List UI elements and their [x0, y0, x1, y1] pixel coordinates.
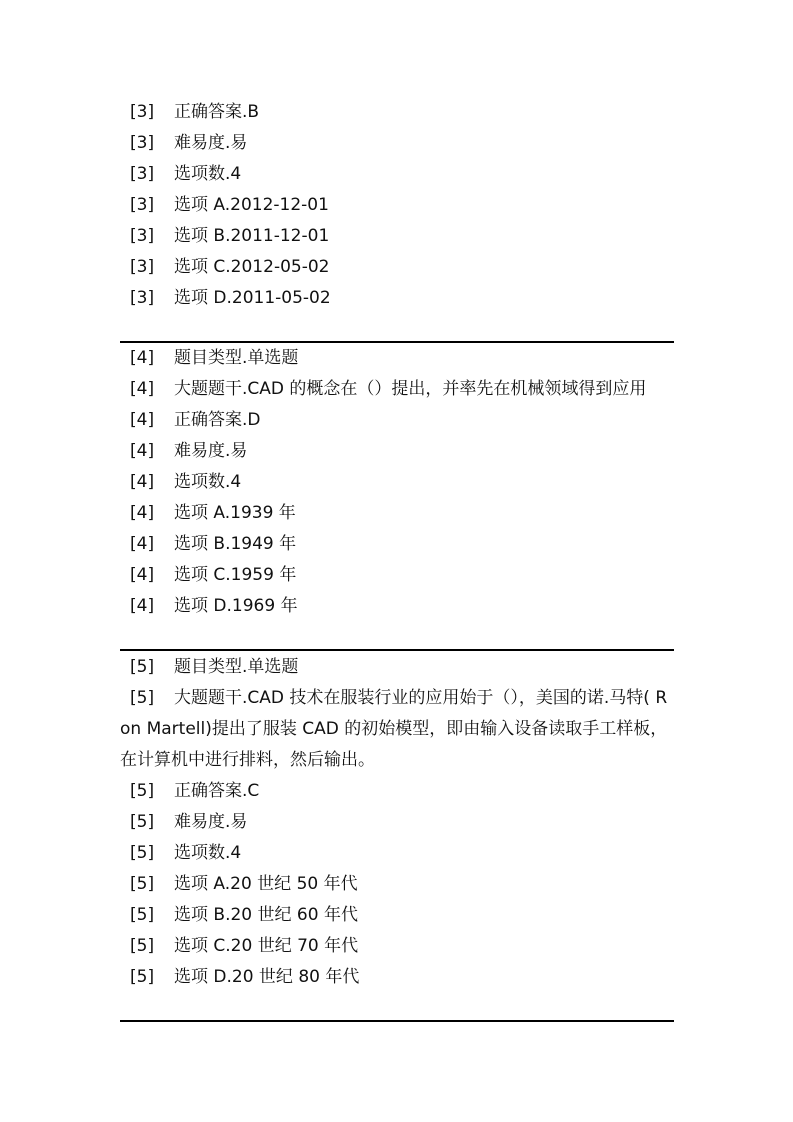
- q5-tag: [5]: [130, 781, 155, 801]
- q5-tag: [5]: [130, 688, 155, 708]
- q5-tag: [5]: [130, 967, 155, 987]
- q4-tag: [4]: [130, 441, 155, 461]
- q5-stem: 大题题干.CAD 技术在服装行业的应用始于（），美国的诺.马特( Ron Martell)提出了服装 CAD 的初始模型，即由输入设备读取手工样板，在计算机中进行排料，然后输出。: [120, 688, 668, 770]
- q4-option-d-line: [120, 591, 674, 622]
- q3-option-count-line: [120, 159, 674, 190]
- q5-type: 题目类型.单选题: [174, 657, 299, 677]
- q4-tag: [4]: [130, 503, 155, 523]
- q5-option-a-line: [120, 869, 674, 900]
- q5-tag: [5]: [130, 812, 155, 832]
- q4-option-a: 选项 A.1939 年: [174, 503, 296, 523]
- q4-tag: [4]: [130, 596, 155, 616]
- q3-option-c: 选项 C.2012-05-02: [174, 257, 330, 277]
- q4-difficulty: 难易度.易: [174, 441, 248, 461]
- q4-option-d: 选项 D.1969 年: [174, 596, 298, 616]
- q3-option-b: 选项 B.2011-12-01: [174, 226, 330, 246]
- q4-option-c-line: [120, 560, 674, 591]
- q4-tag: [4]: [130, 534, 155, 554]
- q4-option-c: 选项 C.1959 年: [174, 565, 297, 585]
- q4-tag: [4]: [130, 565, 155, 585]
- q4-difficulty-line: [120, 436, 674, 467]
- q5-answer-line: [120, 776, 674, 807]
- q3-tag: [3]: [130, 195, 155, 215]
- q5-tag: [5]: [130, 874, 155, 894]
- q3-tag: [3]: [130, 257, 155, 277]
- q5-stem-paragraph: [120, 683, 674, 776]
- q4-tag: [4]: [130, 472, 155, 492]
- q4-type: 题目类型.单选题: [174, 348, 299, 368]
- q3-option-d: 选项 D.2011-05-02: [174, 288, 331, 308]
- q4-tag: [4]: [130, 379, 155, 399]
- q3-answer: 正确答案.B: [174, 102, 260, 122]
- q5-type-line: [120, 652, 674, 683]
- q3-tag: [3]: [130, 288, 155, 308]
- q3-difficulty: 难易度.易: [174, 133, 248, 153]
- q3-option-count: 选项数.4: [174, 164, 242, 184]
- q3-option-a-line: [120, 190, 674, 221]
- q5-option-c-line: [120, 931, 674, 962]
- q4-stem-line: [120, 374, 674, 405]
- q4-answer-line: [120, 405, 674, 436]
- q3-tag: [3]: [130, 102, 155, 122]
- q5-option-d-line: [120, 962, 674, 993]
- q4-option-count-line: [120, 467, 674, 498]
- q3-option-c-line: [120, 252, 674, 283]
- q4-option-a-line: [120, 498, 674, 529]
- q5-tag: [5]: [130, 843, 155, 863]
- q5-answer: 正确答案.C: [174, 781, 260, 801]
- q5-tag: [5]: [130, 905, 155, 925]
- q5-option-b: 选项 B.20 世纪 60 年代: [174, 905, 358, 925]
- q4-answer: 正确答案.D: [174, 410, 261, 430]
- q5-option-a: 选项 A.20 世纪 50 年代: [174, 874, 358, 894]
- q5-difficulty-line: [120, 807, 674, 838]
- q5-option-count: 选项数.4: [174, 843, 242, 863]
- q5-option-c: 选项 C.20 世纪 70 年代: [174, 936, 359, 956]
- q3-option-a: 选项 A.2012-12-01: [174, 195, 329, 215]
- q3-tag: [3]: [130, 164, 155, 184]
- q4-tag: [4]: [130, 410, 155, 430]
- section-divider: [120, 649, 674, 651]
- q5-option-d: 选项 D.20 世纪 80 年代: [174, 967, 360, 987]
- question-4: [120, 343, 674, 622]
- q4-option-b-line: [120, 529, 674, 560]
- q3-difficulty-line: [120, 128, 674, 159]
- q3-tag: [3]: [130, 133, 155, 153]
- q3-option-d-line: [120, 283, 674, 314]
- question-3: [120, 97, 674, 314]
- q5-tag: [5]: [130, 657, 155, 677]
- q4-stem: 大题题干.CAD 的概念在（）提出，并率先在机械领域得到应用: [174, 379, 647, 399]
- q5-difficulty: 难易度.易: [174, 812, 248, 832]
- q4-tag: [4]: [130, 348, 155, 368]
- q5-tag: [5]: [130, 936, 155, 956]
- q4-option-count: 选项数.4: [174, 472, 242, 492]
- q5-option-count-line: [120, 838, 674, 869]
- section-divider: [120, 1020, 674, 1022]
- q4-type-line: [120, 343, 674, 374]
- q3-option-b-line: [120, 221, 674, 252]
- q5-option-b-line: [120, 900, 674, 931]
- question-5: [120, 652, 674, 993]
- q3-answer-line: [120, 97, 674, 128]
- q3-tag: [3]: [130, 226, 155, 246]
- q4-option-b: 选项 B.1949 年: [174, 534, 297, 554]
